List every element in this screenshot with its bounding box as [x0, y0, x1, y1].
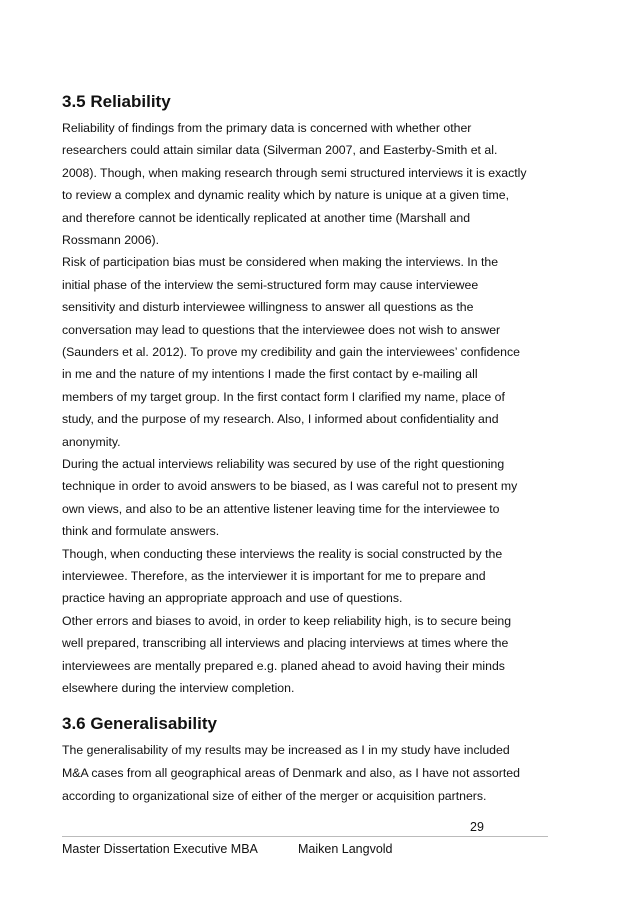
- section-heading-reliability: 3.5 Reliability: [62, 92, 171, 111]
- text-line: sensitivity and disturb interviewee willingness to answer all questions as the: [62, 300, 474, 315]
- text-line: Rossmann 2006).: [62, 233, 160, 247]
- page-number: 29: [470, 820, 484, 834]
- text-line: in me and the nature of my intentions I made the first contact by e-mailing all: [62, 367, 478, 382]
- text-line: members of my target group. In the first contact form I clarified my name, place of: [62, 389, 505, 404]
- text-line: elsewhere during the interview completion.: [62, 681, 295, 695]
- footer-document-title: Master Dissertation Executive MBA: [62, 842, 258, 856]
- text-line: initial phase of the interview the semi-structured form may cause interviewee: [62, 277, 479, 292]
- text-line: study, and the purpose of my research. Also, I informed about confidentiality and: [62, 412, 499, 427]
- text-line: conversation may lead to questions that the interviewee does not wish to answer: [62, 322, 501, 337]
- text-line: well prepared, transcribing all interviews and placing interviews at times where the: [62, 636, 509, 651]
- text-line: and therefore cannot be identically replicated at another time (Marshall and: [62, 210, 471, 225]
- text-line: anonymity.: [62, 434, 121, 449]
- text-line: think and formulate answers.: [62, 524, 220, 539]
- text-line: Reliability of findings from the primary data is concerned with whether other: [62, 121, 472, 135]
- text-line: own views, and also to be an attentive listener leaving time for the interviewee to: [62, 501, 500, 516]
- text-line: to review a complex and dynamic reality which by nature is unique at a given time,: [62, 188, 510, 203]
- text-line: Though, when conducting these interviews the reality is social constructed by the: [62, 546, 503, 561]
- section-heading-generalisability: 3.6 Generalisability: [62, 714, 217, 733]
- text-line: according to organizational size of either of the merger or acquisition partners.: [62, 788, 487, 803]
- text-line: interviewees are mentally prepared e.g. planed ahead to avoid having their minds: [62, 658, 505, 673]
- text-line: 2008). Though, when making research through semi structured interviews it is exactly: [62, 165, 527, 180]
- text-line: During the actual interviews reliability was secured by use of the right questioning: [62, 457, 505, 471]
- text-line: interviewee. Therefore, as the interviewer it is important for me to prepare and: [62, 569, 486, 583]
- footer-author: Maiken Langvold: [298, 842, 393, 856]
- text-line: Other errors and biases to avoid, in order to keep reliability high, is to secure being: [62, 613, 512, 628]
- text-line: (Saunders et al. 2012). To prove my credibility and gain the interviewees’ confidence: [62, 345, 520, 359]
- text-line: The generalisability of my results may be increased as I in my study have included: [62, 743, 510, 757]
- footer-divider: [62, 836, 548, 837]
- text-line: technique in order to avoid answers to be biased, as I was careful not to present my: [62, 479, 518, 494]
- text-line: M&A cases from all geographical areas of Denmark and also, as I have not assorted: [62, 765, 520, 780]
- text-line: Risk of participation bias must be considered when making the interviews. In the: [62, 255, 499, 270]
- text-line: researchers could attain similar data (Silverman 2007, and Easterby-Smith et al.: [62, 143, 498, 158]
- text-line: practice having an appropriate approach and use of questions.: [62, 591, 403, 606]
